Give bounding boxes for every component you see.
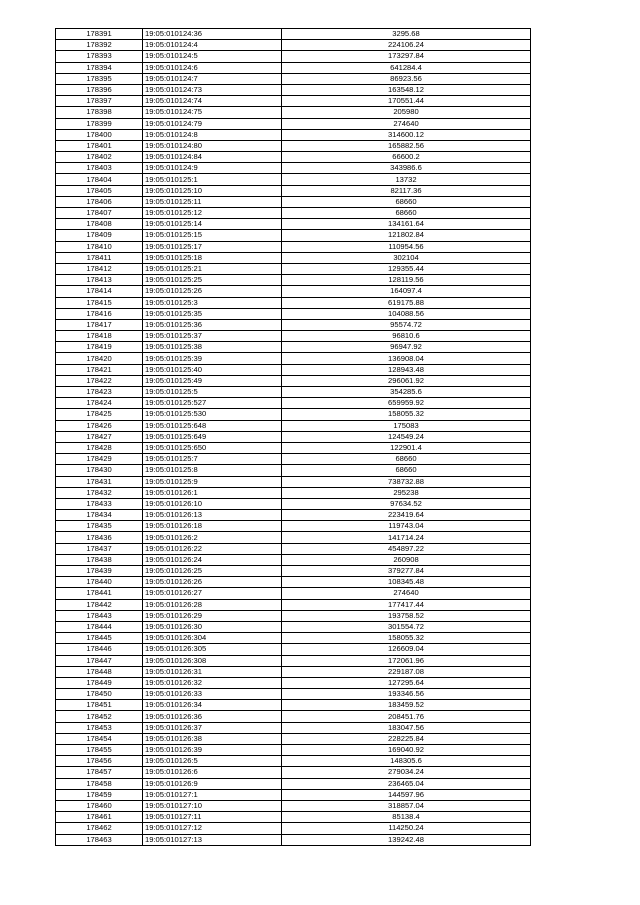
table-row <box>56 230 531 241</box>
value-cell: 164097.4 <box>282 286 531 297</box>
cadastral-number-cell: 19:05:010125:25 <box>143 275 282 286</box>
cadastral-number-cell: 19:05:010126:34 <box>143 700 282 711</box>
cadastral-number-cell: 19:05:010126:2 <box>143 532 282 543</box>
value-cell: 129355.44 <box>282 263 531 274</box>
cadastral-number-cell: 19:05:010127:12 <box>143 823 282 834</box>
value-cell: 148305.6 <box>282 756 531 767</box>
value-cell: 128943.48 <box>282 364 531 375</box>
cadastral-number-cell: 19:05:010125:530 <box>143 409 282 420</box>
value-cell: 114250.24 <box>282 823 531 834</box>
table-row <box>56 778 531 789</box>
value-cell: 126609.04 <box>282 644 531 655</box>
table-row <box>56 118 531 129</box>
value-cell: 641284.4 <box>282 62 531 73</box>
cadastral-number-cell: 19:05:010125:8 <box>143 465 282 476</box>
value-cell: 302104 <box>282 252 531 263</box>
row-number-cell: 178463 <box>56 834 143 845</box>
cadastral-number-cell: 19:05:010124:74 <box>143 96 282 107</box>
value-cell: 296061.92 <box>282 375 531 386</box>
cadastral-number-cell: 19:05:010125:39 <box>143 353 282 364</box>
table-row <box>56 208 531 219</box>
table-row <box>56 689 531 700</box>
value-cell: 172061.96 <box>282 655 531 666</box>
value-cell: 208451.76 <box>282 711 531 722</box>
table-row <box>56 633 531 644</box>
table-row <box>56 521 531 532</box>
value-cell: 274640 <box>282 118 531 129</box>
value-cell: 314600.12 <box>282 129 531 140</box>
table-row <box>56 163 531 174</box>
cadastral-number-cell: 19:05:010126:29 <box>143 610 282 621</box>
row-number-cell: 178399 <box>56 118 143 129</box>
table-row <box>56 700 531 711</box>
cadastral-number-cell: 19:05:010126:1 <box>143 487 282 498</box>
cadastral-number-cell: 19:05:010125:3 <box>143 297 282 308</box>
cadastral-number-cell: 19:05:010124:4 <box>143 40 282 51</box>
value-cell: 104088.56 <box>282 308 531 319</box>
value-cell: 110954.56 <box>282 241 531 252</box>
value-cell: 13732 <box>282 174 531 185</box>
row-number-cell: 178409 <box>56 230 143 241</box>
table-row <box>56 140 531 151</box>
cadastral-number-cell: 19:05:010126:32 <box>143 677 282 688</box>
cadastral-number-cell: 19:05:010125:12 <box>143 208 282 219</box>
table-row <box>56 174 531 185</box>
value-cell: 97634.52 <box>282 498 531 509</box>
cadastral-number-cell: 19:05:010126:31 <box>143 666 282 677</box>
cadastral-number-cell: 19:05:010126:22 <box>143 543 282 554</box>
table-row <box>56 442 531 453</box>
value-cell: 119743.04 <box>282 521 531 532</box>
table-row <box>56 756 531 767</box>
cadastral-number-cell: 19:05:010125:40 <box>143 364 282 375</box>
cadastral-number-cell: 19:05:010125:14 <box>143 219 282 230</box>
table-row <box>56 107 531 118</box>
cadastral-number-cell: 19:05:010126:18 <box>143 521 282 532</box>
cadastral-number-cell: 19:05:010126:9 <box>143 778 282 789</box>
value-cell: 193346.56 <box>282 689 531 700</box>
table-body <box>56 29 531 846</box>
table-row <box>56 420 531 431</box>
row-number-cell: 178398 <box>56 107 143 118</box>
cadastral-number-cell: 19:05:010126:304 <box>143 633 282 644</box>
row-number-cell: 178439 <box>56 566 143 577</box>
cadastral-number-cell: 19:05:010125:49 <box>143 375 282 386</box>
cadastral-number-cell: 19:05:010127:11 <box>143 812 282 823</box>
table-row <box>56 84 531 95</box>
row-number-cell: 178460 <box>56 800 143 811</box>
cadastral-number-cell: 19:05:010125:527 <box>143 398 282 409</box>
row-number-cell: 178429 <box>56 454 143 465</box>
value-cell: 165882.56 <box>282 140 531 151</box>
row-number-cell: 178437 <box>56 543 143 554</box>
table-row <box>56 252 531 263</box>
value-cell: 379277.84 <box>282 566 531 577</box>
cadastral-number-cell: 19:05:010124:80 <box>143 140 282 151</box>
value-cell: 354285.6 <box>282 387 531 398</box>
value-cell: 659959.92 <box>282 398 531 409</box>
cadastral-number-cell: 19:05:010125:36 <box>143 319 282 330</box>
row-number-cell: 178411 <box>56 252 143 263</box>
row-number-cell: 178427 <box>56 431 143 442</box>
value-cell: 85138.4 <box>282 812 531 823</box>
value-cell: 236465.04 <box>282 778 531 789</box>
table-row <box>56 465 531 476</box>
cadastral-number-cell: 19:05:010125:38 <box>143 342 282 353</box>
row-number-cell: 178453 <box>56 722 143 733</box>
value-cell: 183047.56 <box>282 722 531 733</box>
value-cell: 144597.96 <box>282 789 531 800</box>
cadastral-number-cell: 19:05:010125:21 <box>143 263 282 274</box>
value-cell: 134161.64 <box>282 219 531 230</box>
row-number-cell: 178434 <box>56 510 143 521</box>
row-number-cell: 178418 <box>56 331 143 342</box>
row-number-cell: 178419 <box>56 342 143 353</box>
row-number-cell: 178397 <box>56 96 143 107</box>
table-row <box>56 331 531 342</box>
row-number-cell: 178422 <box>56 375 143 386</box>
cadastral-number-cell: 19:05:010126:10 <box>143 498 282 509</box>
table-row <box>56 319 531 330</box>
table-row <box>56 342 531 353</box>
cadastral-number-cell: 19:05:010126:33 <box>143 689 282 700</box>
table-row <box>56 666 531 677</box>
row-number-cell: 178401 <box>56 140 143 151</box>
row-number-cell: 178391 <box>56 29 143 40</box>
table-row <box>56 588 531 599</box>
table-row <box>56 621 531 632</box>
table-row <box>56 308 531 319</box>
table-row <box>56 454 531 465</box>
table-row <box>56 800 531 811</box>
table-row <box>56 375 531 386</box>
row-number-cell: 178458 <box>56 778 143 789</box>
table-row <box>56 476 531 487</box>
cadastral-number-cell: 19:05:010127:10 <box>143 800 282 811</box>
value-cell: 170551.44 <box>282 96 531 107</box>
value-cell: 274640 <box>282 588 531 599</box>
cadastral-number-cell: 19:05:010124:7 <box>143 73 282 84</box>
table-row <box>56 387 531 398</box>
table-row <box>56 510 531 521</box>
value-cell: 173297.84 <box>282 51 531 62</box>
row-number-cell: 178407 <box>56 208 143 219</box>
table-row <box>56 263 531 274</box>
value-cell: 128119.56 <box>282 275 531 286</box>
row-number-cell: 178426 <box>56 420 143 431</box>
cadastral-number-cell: 19:05:010125:37 <box>143 331 282 342</box>
cadastral-number-cell: 19:05:010126:37 <box>143 722 282 733</box>
value-cell: 619175.88 <box>282 297 531 308</box>
value-cell: 139242.48 <box>282 834 531 845</box>
cadastral-number-cell: 19:05:010125:649 <box>143 431 282 442</box>
row-number-cell: 178442 <box>56 599 143 610</box>
value-cell: 193758.52 <box>282 610 531 621</box>
table-row <box>56 823 531 834</box>
value-cell: 141714.24 <box>282 532 531 543</box>
row-number-cell: 178410 <box>56 241 143 252</box>
value-cell: 68660 <box>282 208 531 219</box>
cadastral-number-cell: 19:05:010125:9 <box>143 476 282 487</box>
table-row <box>56 722 531 733</box>
table-row <box>56 767 531 778</box>
table-row <box>56 711 531 722</box>
value-cell: 738732.88 <box>282 476 531 487</box>
row-number-cell: 178454 <box>56 733 143 744</box>
cadastral-number-cell: 19:05:010124:6 <box>143 62 282 73</box>
row-number-cell: 178445 <box>56 633 143 644</box>
value-cell: 205980 <box>282 107 531 118</box>
row-number-cell: 178450 <box>56 689 143 700</box>
table-row <box>56 275 531 286</box>
value-cell: 318857.04 <box>282 800 531 811</box>
cadastral-number-cell: 19:05:010126:36 <box>143 711 282 722</box>
table-row <box>56 364 531 375</box>
table-row <box>56 431 531 442</box>
row-number-cell: 178392 <box>56 40 143 51</box>
row-number-cell: 178428 <box>56 442 143 453</box>
value-cell: 260908 <box>282 554 531 565</box>
row-number-cell: 178441 <box>56 588 143 599</box>
table-row <box>56 789 531 800</box>
row-number-cell: 178402 <box>56 152 143 163</box>
row-number-cell: 178415 <box>56 297 143 308</box>
table-row <box>56 219 531 230</box>
row-number-cell: 178462 <box>56 823 143 834</box>
row-number-cell: 178405 <box>56 185 143 196</box>
row-number-cell: 178417 <box>56 319 143 330</box>
cadastral-number-cell: 19:05:010124:79 <box>143 118 282 129</box>
table-row <box>56 129 531 140</box>
row-number-cell: 178448 <box>56 666 143 677</box>
table-row <box>56 577 531 588</box>
row-number-cell: 178421 <box>56 364 143 375</box>
value-cell: 82117.36 <box>282 185 531 196</box>
value-cell: 68660 <box>282 465 531 476</box>
table-row <box>56 733 531 744</box>
table-row <box>56 812 531 823</box>
cadastral-number-cell: 19:05:010125:10 <box>143 185 282 196</box>
row-number-cell: 178400 <box>56 129 143 140</box>
table-row <box>56 62 531 73</box>
cadastral-number-cell: 19:05:010125:648 <box>143 420 282 431</box>
table-row <box>56 196 531 207</box>
data-table <box>55 28 531 846</box>
table-row <box>56 286 531 297</box>
row-number-cell: 178446 <box>56 644 143 655</box>
value-cell: 229187.08 <box>282 666 531 677</box>
table-row <box>56 398 531 409</box>
cadastral-number-cell: 19:05:010124:5 <box>143 51 282 62</box>
cadastral-number-cell: 19:05:010125:26 <box>143 286 282 297</box>
value-cell: 122901.4 <box>282 442 531 453</box>
value-cell: 95574.72 <box>282 319 531 330</box>
value-cell: 454897.22 <box>282 543 531 554</box>
cadastral-number-cell: 19:05:010126:30 <box>143 621 282 632</box>
row-number-cell: 178456 <box>56 756 143 767</box>
table-row <box>56 409 531 420</box>
value-cell: 158055.32 <box>282 633 531 644</box>
table-row <box>56 29 531 40</box>
cadastral-number-cell: 19:05:010126:13 <box>143 510 282 521</box>
value-cell: 3295.68 <box>282 29 531 40</box>
row-number-cell: 178449 <box>56 677 143 688</box>
row-number-cell: 178395 <box>56 73 143 84</box>
table-row <box>56 566 531 577</box>
value-cell: 224106.24 <box>282 40 531 51</box>
cadastral-number-cell: 19:05:010124:84 <box>143 152 282 163</box>
value-cell: 175083 <box>282 420 531 431</box>
value-cell: 183459.52 <box>282 700 531 711</box>
cadastral-number-cell: 19:05:010126:25 <box>143 566 282 577</box>
cadastral-number-cell: 19:05:010125:7 <box>143 454 282 465</box>
value-cell: 177417.44 <box>282 599 531 610</box>
row-number-cell: 178438 <box>56 554 143 565</box>
table-row <box>56 599 531 610</box>
table-row <box>56 40 531 51</box>
cadastral-number-cell: 19:05:010125:18 <box>143 252 282 263</box>
table-row <box>56 241 531 252</box>
table-row <box>56 543 531 554</box>
table-row <box>56 498 531 509</box>
cadastral-number-cell: 19:05:010125:1 <box>143 174 282 185</box>
value-cell: 121802.84 <box>282 230 531 241</box>
value-cell: 96810.6 <box>282 331 531 342</box>
row-number-cell: 178459 <box>56 789 143 800</box>
row-number-cell: 178413 <box>56 275 143 286</box>
value-cell: 295238 <box>282 487 531 498</box>
value-cell: 279034.24 <box>282 767 531 778</box>
cadastral-number-cell: 19:05:010126:305 <box>143 644 282 655</box>
table-row <box>56 677 531 688</box>
table-row <box>56 554 531 565</box>
row-number-cell: 178447 <box>56 655 143 666</box>
cadastral-number-cell: 19:05:010126:6 <box>143 767 282 778</box>
table-row <box>56 745 531 756</box>
row-number-cell: 178430 <box>56 465 143 476</box>
cadastral-number-cell: 19:05:010124:9 <box>143 163 282 174</box>
row-number-cell: 178408 <box>56 219 143 230</box>
cadastral-number-cell: 19:05:010124:75 <box>143 107 282 118</box>
row-number-cell: 178461 <box>56 812 143 823</box>
value-cell: 68660 <box>282 454 531 465</box>
value-cell: 228225.84 <box>282 733 531 744</box>
cadastral-number-cell: 19:05:010124:8 <box>143 129 282 140</box>
table-row <box>56 487 531 498</box>
row-number-cell: 178396 <box>56 84 143 95</box>
cadastral-number-cell: 19:05:010125:17 <box>143 241 282 252</box>
row-number-cell: 178420 <box>56 353 143 364</box>
value-cell: 301554.72 <box>282 621 531 632</box>
row-number-cell: 178416 <box>56 308 143 319</box>
value-cell: 108345.48 <box>282 577 531 588</box>
cadastral-number-cell: 19:05:010125:15 <box>143 230 282 241</box>
value-cell: 223419.64 <box>282 510 531 521</box>
table-row <box>56 644 531 655</box>
table-row <box>56 73 531 84</box>
row-number-cell: 178455 <box>56 745 143 756</box>
table-row <box>56 51 531 62</box>
row-number-cell: 178424 <box>56 398 143 409</box>
row-number-cell: 178432 <box>56 487 143 498</box>
value-cell: 169040.92 <box>282 745 531 756</box>
cadastral-number-cell: 19:05:010124:36 <box>143 29 282 40</box>
table-row <box>56 834 531 845</box>
row-number-cell: 178406 <box>56 196 143 207</box>
table-row <box>56 185 531 196</box>
row-number-cell: 178394 <box>56 62 143 73</box>
row-number-cell: 178436 <box>56 532 143 543</box>
row-number-cell: 178457 <box>56 767 143 778</box>
value-cell: 68660 <box>282 196 531 207</box>
table-row <box>56 152 531 163</box>
cadastral-number-cell: 19:05:010125:35 <box>143 308 282 319</box>
cadastral-number-cell: 19:05:010125:650 <box>143 442 282 453</box>
cadastral-number-cell: 19:05:010126:5 <box>143 756 282 767</box>
table-row <box>56 96 531 107</box>
cadastral-number-cell: 19:05:010127:1 <box>143 789 282 800</box>
value-cell: 86923.56 <box>282 73 531 84</box>
value-cell: 96947.92 <box>282 342 531 353</box>
cadastral-number-cell: 19:05:010126:24 <box>143 554 282 565</box>
table-row <box>56 610 531 621</box>
row-number-cell: 178403 <box>56 163 143 174</box>
value-cell: 136908.04 <box>282 353 531 364</box>
row-number-cell: 178433 <box>56 498 143 509</box>
row-number-cell: 178440 <box>56 577 143 588</box>
row-number-cell: 178435 <box>56 521 143 532</box>
cadastral-number-cell: 19:05:010126:308 <box>143 655 282 666</box>
table-row <box>56 532 531 543</box>
row-number-cell: 178393 <box>56 51 143 62</box>
row-number-cell: 178443 <box>56 610 143 621</box>
cadastral-number-cell: 19:05:010126:26 <box>143 577 282 588</box>
cadastral-number-cell: 19:05:010126:27 <box>143 588 282 599</box>
cadastral-number-cell: 19:05:010125:5 <box>143 387 282 398</box>
row-number-cell: 178452 <box>56 711 143 722</box>
row-number-cell: 178404 <box>56 174 143 185</box>
value-cell: 163548.12 <box>282 84 531 95</box>
cadastral-number-cell: 19:05:010126:38 <box>143 733 282 744</box>
row-number-cell: 178444 <box>56 621 143 632</box>
cadastral-number-cell: 19:05:010126:28 <box>143 599 282 610</box>
table-row <box>56 297 531 308</box>
value-cell: 124549.24 <box>282 431 531 442</box>
row-number-cell: 178412 <box>56 263 143 274</box>
table-row <box>56 655 531 666</box>
value-cell: 127295.64 <box>282 677 531 688</box>
cadastral-number-cell: 19:05:010126:39 <box>143 745 282 756</box>
value-cell: 66600.2 <box>282 152 531 163</box>
cadastral-number-cell: 19:05:010127:13 <box>143 834 282 845</box>
table-row <box>56 353 531 364</box>
row-number-cell: 178414 <box>56 286 143 297</box>
cadastral-number-cell: 19:05:010124:73 <box>143 84 282 95</box>
row-number-cell: 178451 <box>56 700 143 711</box>
row-number-cell: 178423 <box>56 387 143 398</box>
row-number-cell: 178425 <box>56 409 143 420</box>
value-cell: 158055.32 <box>282 409 531 420</box>
row-number-cell: 178431 <box>56 476 143 487</box>
value-cell: 343986.6 <box>282 163 531 174</box>
cadastral-number-cell: 19:05:010125:11 <box>143 196 282 207</box>
